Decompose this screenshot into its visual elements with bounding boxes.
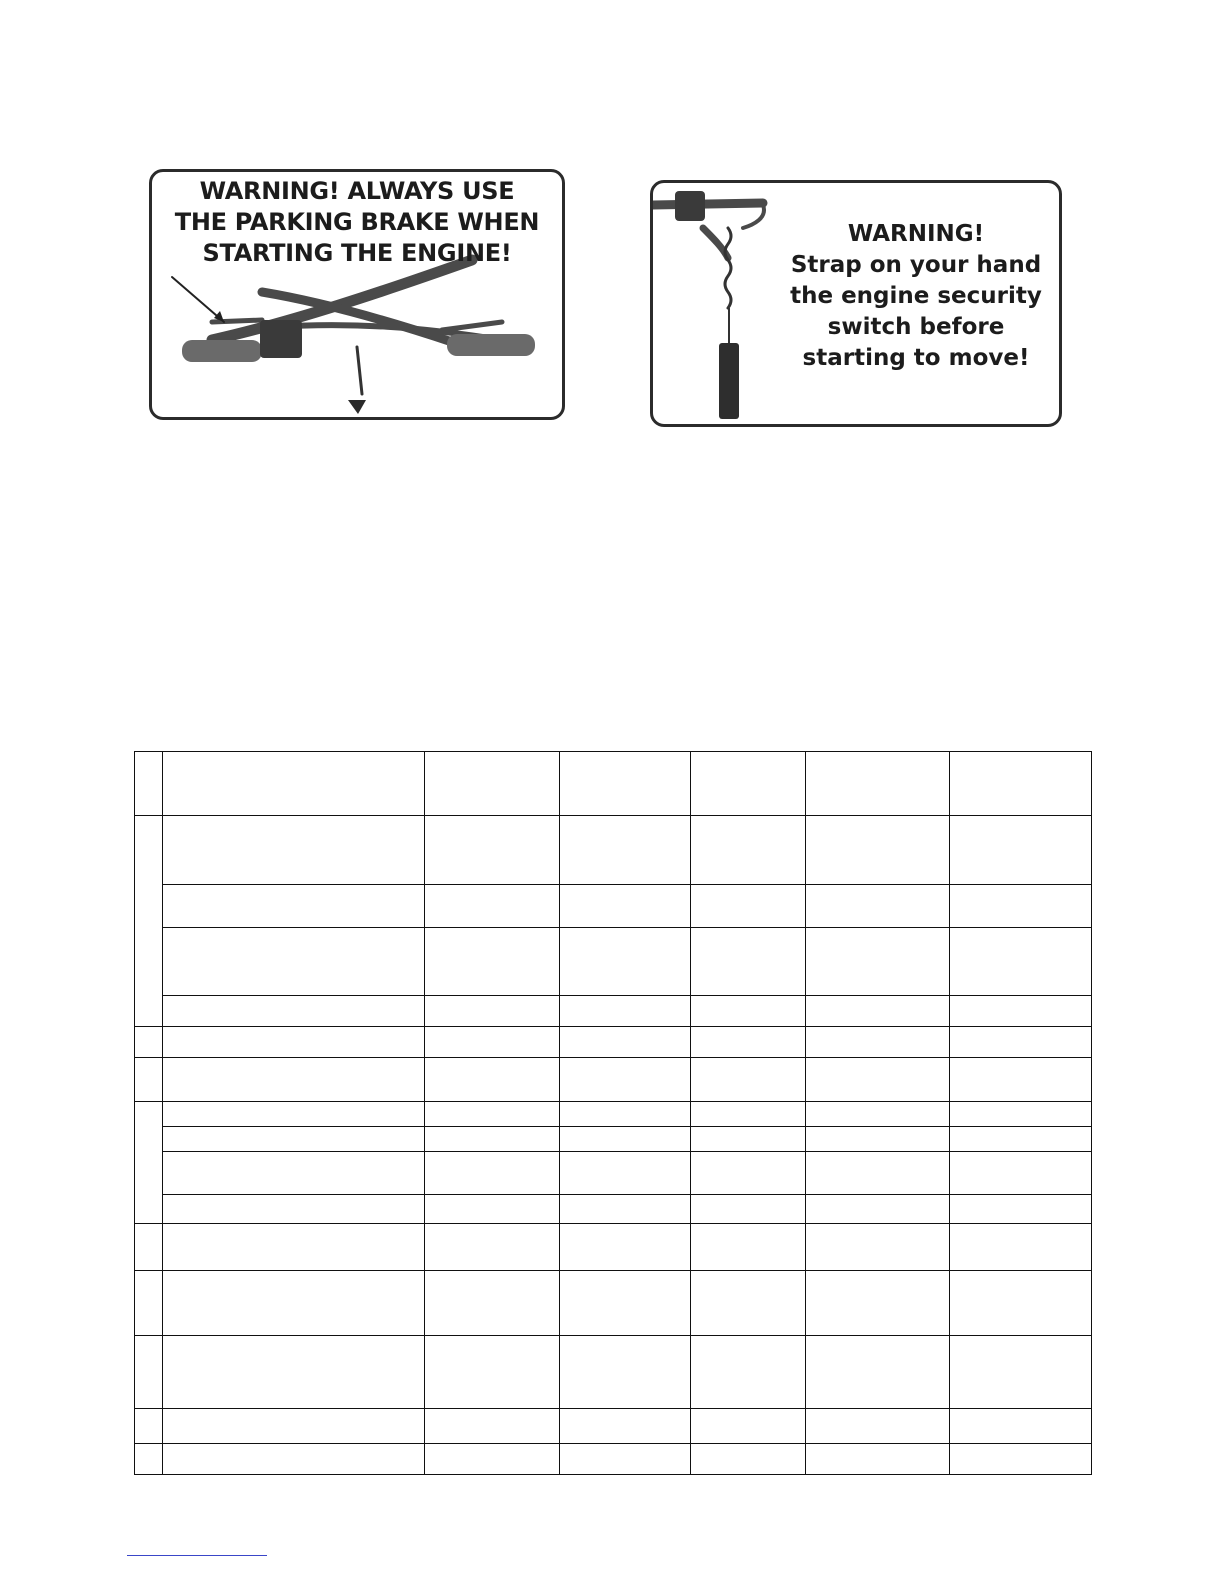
switch-line-1: Strap on your hand: [790, 252, 1042, 278]
table-cell: [691, 1271, 806, 1336]
table-cell: [163, 1127, 425, 1152]
table-cell: [950, 1127, 1092, 1152]
table-cell: [806, 996, 950, 1027]
table-row: [135, 1027, 1092, 1058]
security-switch-warning-text: [771, 219, 1061, 374]
table-cell: [691, 1444, 806, 1475]
table-cell: [135, 1224, 163, 1271]
table-cell: [806, 1224, 950, 1271]
table-row: [135, 1409, 1092, 1444]
table-cell: [806, 1271, 950, 1336]
table-row: [135, 1444, 1092, 1475]
table-cell: [560, 1195, 691, 1224]
table-cell: [950, 1224, 1092, 1271]
table-cell: [806, 1152, 950, 1195]
table-cell: [425, 1271, 560, 1336]
table-cell: [806, 1444, 950, 1475]
table-cell: [425, 816, 560, 885]
table-cell: [806, 1102, 950, 1127]
table-cell: [806, 752, 950, 816]
table-cell: [425, 1336, 560, 1409]
table-cell: [950, 1152, 1092, 1195]
table-cell: [560, 928, 691, 996]
table-cell: [806, 1409, 950, 1444]
table-cell: [560, 1027, 691, 1058]
switch-line-4: starting to move!: [802, 345, 1030, 371]
table-cell: [163, 885, 425, 928]
table-cell: [163, 1152, 425, 1195]
parking-brake-warning-label: [149, 169, 565, 420]
table-cell: [163, 996, 425, 1027]
table-cell: [425, 928, 560, 996]
table-row: [135, 816, 1092, 885]
table-cell: [691, 928, 806, 996]
table-cell: [691, 1127, 806, 1152]
table-cell: [950, 1409, 1092, 1444]
table-cell: [691, 1336, 806, 1409]
table-cell: [806, 1027, 950, 1058]
table-cell: [950, 996, 1092, 1027]
table-cell: [950, 1058, 1092, 1102]
table-cell: [425, 1152, 560, 1195]
table-cell: [691, 885, 806, 928]
table-cell: [163, 1444, 425, 1475]
table-cell: [425, 996, 560, 1027]
table-cell: [560, 1152, 691, 1195]
table-cell: [135, 1444, 163, 1475]
table-cell: [560, 752, 691, 816]
table-cell: [163, 1224, 425, 1271]
table-cell: [425, 1224, 560, 1271]
table-cell: [560, 1444, 691, 1475]
table-cell: [950, 1027, 1092, 1058]
table-cell: [806, 1336, 950, 1409]
table-cell: [691, 1058, 806, 1102]
switch-line-3: switch before: [827, 314, 1005, 340]
table-row: [135, 1195, 1092, 1224]
table-row: [135, 1336, 1092, 1409]
table-cell: [560, 885, 691, 928]
table-cell: [163, 752, 425, 816]
switch-title: WARNING!: [847, 221, 985, 247]
table-cell: [950, 752, 1092, 816]
table-cell: [560, 816, 691, 885]
table-cell: [163, 1271, 425, 1336]
table-cell: [950, 1102, 1092, 1127]
table-cell: [691, 996, 806, 1027]
table-cell: [425, 1102, 560, 1127]
table-row: [135, 996, 1092, 1027]
table-row: [135, 1127, 1092, 1152]
table-cell: [135, 1027, 163, 1058]
table-row: [135, 1058, 1092, 1102]
specifications-table: [134, 751, 1092, 1475]
table-cell: [691, 1152, 806, 1195]
table-cell: [691, 1102, 806, 1127]
brake-line-1: WARNING! ALWAYS USE: [199, 177, 515, 205]
table-cell: [950, 885, 1092, 928]
table-cell: [560, 996, 691, 1027]
table-cell: [560, 1409, 691, 1444]
table-cell: [135, 752, 163, 816]
table-row: [135, 1271, 1092, 1336]
table-cell: [560, 1224, 691, 1271]
table-cell: [135, 1271, 163, 1336]
brake-line-2: THE PARKING BRAKE WHEN: [174, 208, 540, 236]
table-cell: [425, 1058, 560, 1102]
table-cell: [425, 1444, 560, 1475]
table-cell: [691, 816, 806, 885]
table-cell: [950, 1444, 1092, 1475]
table-cell: [806, 1127, 950, 1152]
table-cell: [950, 1195, 1092, 1224]
table-cell: [560, 1336, 691, 1409]
table-cell: [560, 1102, 691, 1127]
table-group-cell: [135, 816, 163, 1027]
table-cell: [425, 1195, 560, 1224]
table-row: [135, 1102, 1092, 1127]
table-cell: [425, 885, 560, 928]
switch-line-2: the engine security: [790, 283, 1042, 309]
security-switch-warning-label: [650, 180, 1062, 427]
table-row: [135, 1152, 1092, 1195]
table-header-row: [135, 752, 1092, 816]
table-cell: [560, 1127, 691, 1152]
parking-brake-warning-text: [152, 176, 562, 269]
footer-link-underline[interactable]: [127, 1555, 267, 1556]
table-cell: [163, 1195, 425, 1224]
table-cell: [135, 1058, 163, 1102]
table-cell: [806, 885, 950, 928]
table-cell: [163, 1409, 425, 1444]
table-cell: [950, 928, 1092, 996]
table-cell: [425, 1027, 560, 1058]
table-row: [135, 928, 1092, 996]
table-cell: [691, 1195, 806, 1224]
table-cell: [806, 928, 950, 996]
table-cell: [691, 1027, 806, 1058]
brake-line-3: STARTING THE ENGINE!: [202, 239, 512, 267]
table-cell: [691, 1224, 806, 1271]
table-cell: [806, 1058, 950, 1102]
table-row: [135, 1224, 1092, 1271]
table-cell: [163, 928, 425, 996]
table-cell: [163, 816, 425, 885]
table-cell: [425, 752, 560, 816]
table-cell: [163, 1102, 425, 1127]
table-cell: [950, 1271, 1092, 1336]
table-row: [135, 885, 1092, 928]
table-cell: [163, 1336, 425, 1409]
table-group-cell: [135, 1102, 163, 1224]
table-cell: [135, 1409, 163, 1444]
table-cell: [691, 1409, 806, 1444]
table-cell: [135, 1336, 163, 1409]
table-cell: [163, 1058, 425, 1102]
table-cell: [425, 1409, 560, 1444]
table-cell: [425, 1127, 560, 1152]
table-cell: [806, 816, 950, 885]
table-cell: [950, 816, 1092, 885]
table-cell: [163, 1027, 425, 1058]
table-cell: [806, 1195, 950, 1224]
table-cell: [560, 1058, 691, 1102]
table-cell: [950, 1336, 1092, 1409]
table-cell: [691, 752, 806, 816]
table-cell: [560, 1271, 691, 1336]
